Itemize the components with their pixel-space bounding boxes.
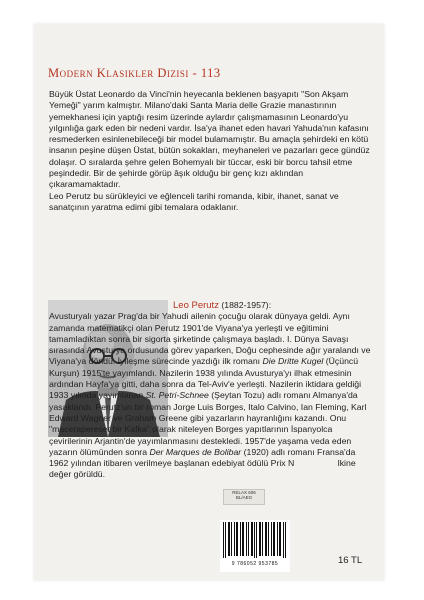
author-bio [49, 300, 373, 481]
author-name: Leo Perutz [173, 300, 219, 311]
bio-text-5: lkine değer görüldü. [49, 458, 356, 480]
book-title-3: Der Marques de Bolibar [149, 446, 242, 457]
store-sticker: RELAX 606 BL/AEG [223, 489, 265, 505]
barcode-number: 9 786052 953785 [231, 561, 279, 567]
price: 16 TL [338, 555, 363, 566]
bio-text-3: (Şeytan Tozu) adlı romanı Almanya'da yasaklandı. Perutz'un bir roman Jorge Luis Borges, Italo Calvino, Ian Fleming, Karl Edward Wagner ve Graham Greene gibi yazarların hayranlığını kazandı. Onu "macerapereset bir Kafka" olarak niteleyen Borges yapıtlarının İspanyolca çevirilerinin Arjantin'de yayımlanmasını destekledi. 1957'de yaşama veda eden yazarın ölümünden sonra [49, 390, 367, 457]
book-title-1: Die Dritte Kugel [262, 356, 324, 367]
series-title: Modern Klasikler Dizisi - 113 [48, 66, 221, 80]
intro-text-1: Büyük Üstat Leonardo da Vinci'nin heyecanla beklenen başyapıtı "Son Akşam Yemeği" yarım kalmıştır. Milano'daki Santa Maria delle Grazie manastırının yemekhanesi için yaptığı resim üzerinde aylardır çalışmamasının Leonardo'yu yılgınlığa gark eden bir nedeni vardır. İsa'ya ihanet eden havari Yahuda'nın kafasını resmederken esinlenebileceği bir model bulamamıştır. Bu amaçla şehirdeki en kötü insanın peşine düşen Üstat, bütün sokakları, meyhaneleri ve pazarları gece gündüz dolaşır. O sıralarda şehre gelen Bohemyalı bir tüccar, eski bir borcu tahsil etme peşindedir. Bir de şehirde görüp âşık olduğu bir genç kızı aklından çıkaramamaktadır. [49, 89, 370, 190]
book-title-2: St. Petri-Schnee [145, 390, 209, 401]
bio-text-2: (Üçüncü Kurşun) 1915'te yayımlandı. Nazilerin 1938 yılında Avusturya'yı ilhak etmesinin ardından Hayfa'ya gitti, daha sonra da Tel-Aviv'e yerleşti. Nazilerin iktidara geldiği 1933 yılında yayımlanan [49, 356, 362, 401]
bio-text-1: Avusturyalı yazar Prag'da bir Yahudi ailenin çocuğu olarak dünyaya geldi. Aynı zamanda matematikçi olan Perutz 1901'de Viyana'ya yerleşti ve eğitimini tamamladıktan sonra bir sigorta şirketinde çalışmaya başladı. I. Dünya Savaşı sırasında Avusturya ordusunda görev yaparken, Doğu cephesinde ağır yaralandı ve Viyana'ya döndü. İyileşme sürecinde yazdığı ilk romanı [49, 311, 371, 367]
intro-paragraph [49, 89, 375, 213]
intro-text-2: Leo Perutz bu sürükleyici ve eğlenceli tarihi romanda, kibir, ihanet, sanat ve sanatçının yaratma edimi gibi temalara odaklanır. [49, 190, 339, 212]
author-years: (1882-1957): [218, 300, 272, 310]
bio-text-4: (1920) adlı romanı Fransa'da 1962 yılından itibaren verilmeye başlanan edebiyat ödülü Prix N [49, 446, 356, 469]
barcode-bars [220, 520, 290, 560]
bio-lead [49, 300, 373, 311]
